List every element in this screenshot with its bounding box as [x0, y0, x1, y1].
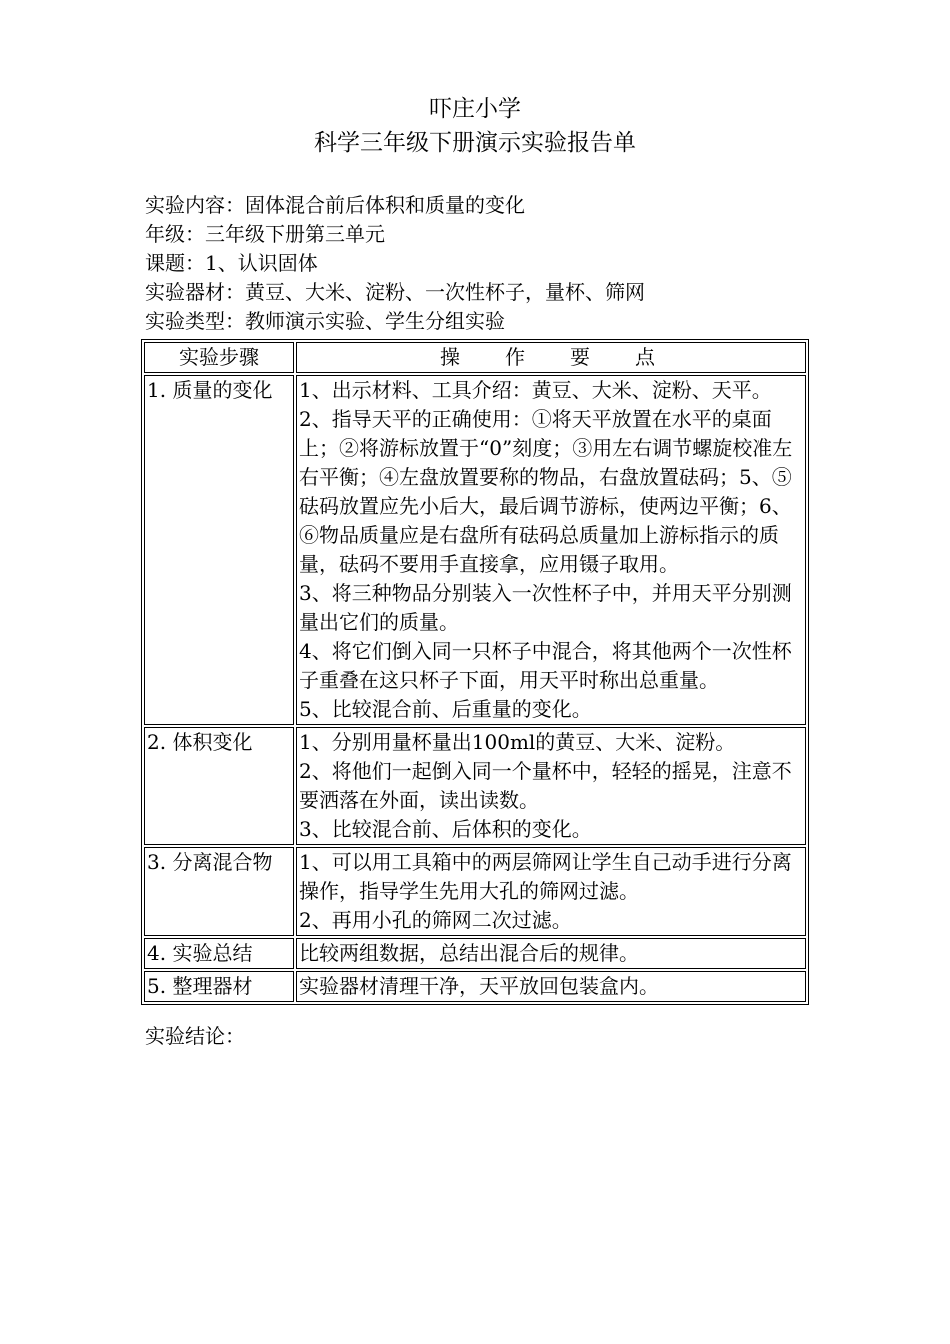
table-row [144, 971, 806, 1002]
grade: 年级：三年级下册第三单元 [145, 222, 385, 246]
experiment-type: 实验类型：教师演示实验、学生分组实验 [145, 309, 505, 333]
table-row [144, 938, 806, 969]
school-name: 吓庄小学 [429, 96, 521, 122]
step-name: 5. 整理器材 [144, 971, 294, 1002]
step-name: 3. 分离混合物 [144, 847, 294, 936]
conclusion-label: 实验结论： [145, 1024, 245, 1048]
header-key-points: 操作要点 [296, 342, 806, 373]
point: 1、可以用工具箱中的两层筛网让学生自己动手进行分离操作，指导学生先用大孔的筛网过滤。 [299, 850, 792, 903]
table-row [144, 727, 806, 845]
step-name: 1. 质量的变化 [144, 375, 294, 725]
point: 比较两组数据，总结出混合后的规律。 [299, 941, 640, 965]
header-steps: 实验步骤 [144, 342, 294, 373]
table-row [144, 375, 806, 725]
step-points [296, 375, 806, 725]
point: 1、分别用量杯量出100ml的黄豆、大米、淀粉。 [299, 730, 736, 754]
point: 实验器材清理干净，天平放回包装盒内。 [299, 974, 660, 998]
point: 2、将他们一起倒入同一个量杯中，轻轻的摇晃，注意不要洒落在外面，读出读数。 [299, 759, 792, 812]
table-row [144, 847, 806, 936]
point: 3、比较混合前、后体积的变化。 [299, 817, 592, 841]
step-name: 4. 实验总结 [144, 938, 294, 969]
lesson-topic: 课题：1、认识固体 [145, 251, 318, 275]
point: 2、再用小孔的筛网二次过滤。 [299, 908, 572, 932]
step-name: 2. 体积变化 [144, 727, 294, 845]
step-points [296, 847, 806, 936]
equipment: 实验器材：黄豆、大米、淀粉、一次性杯子，量杯、筛网 [145, 280, 645, 304]
table-header-row [144, 342, 806, 373]
step-points [296, 938, 806, 969]
point: 1、出示材料、工具介绍：黄豆、大米、淀粉、天平。 [299, 378, 772, 402]
experiment-content: 实验内容：固体混合前后体积和质量的变化 [145, 193, 525, 217]
point: 2、指导天平的正确使用：①将天平放置在水平的桌面上；②将游标放置于“0”刻度；③用左右调节螺旋校准左右平衡；④左盘放置要称的物品，右盘放置砝码；5、⑤砝码放置应先小后大，最后调节游标，使两边平衡；6、⑥物品质量应是右盘所有砝码总质量加上游标指示的质量，砝码不要用手直接拿，应用镊子取用。 [299, 407, 793, 576]
step-points [296, 971, 806, 1002]
point: 5、比较混合前、后重量的变化。 [299, 697, 592, 721]
point: 3、将三种物品分别装入一次性杯子中，并用天平分别测量出它们的质量。 [299, 581, 792, 634]
procedure-table [141, 339, 809, 1005]
point: 4、将它们倒入同一只杯子中混合，将其他两个一次性杯子重叠在这只杯子下面，用天平时称出总重量。 [299, 639, 792, 692]
step-points [296, 727, 806, 845]
report-title: 科学三年级下册演示实验报告单 [314, 130, 636, 156]
